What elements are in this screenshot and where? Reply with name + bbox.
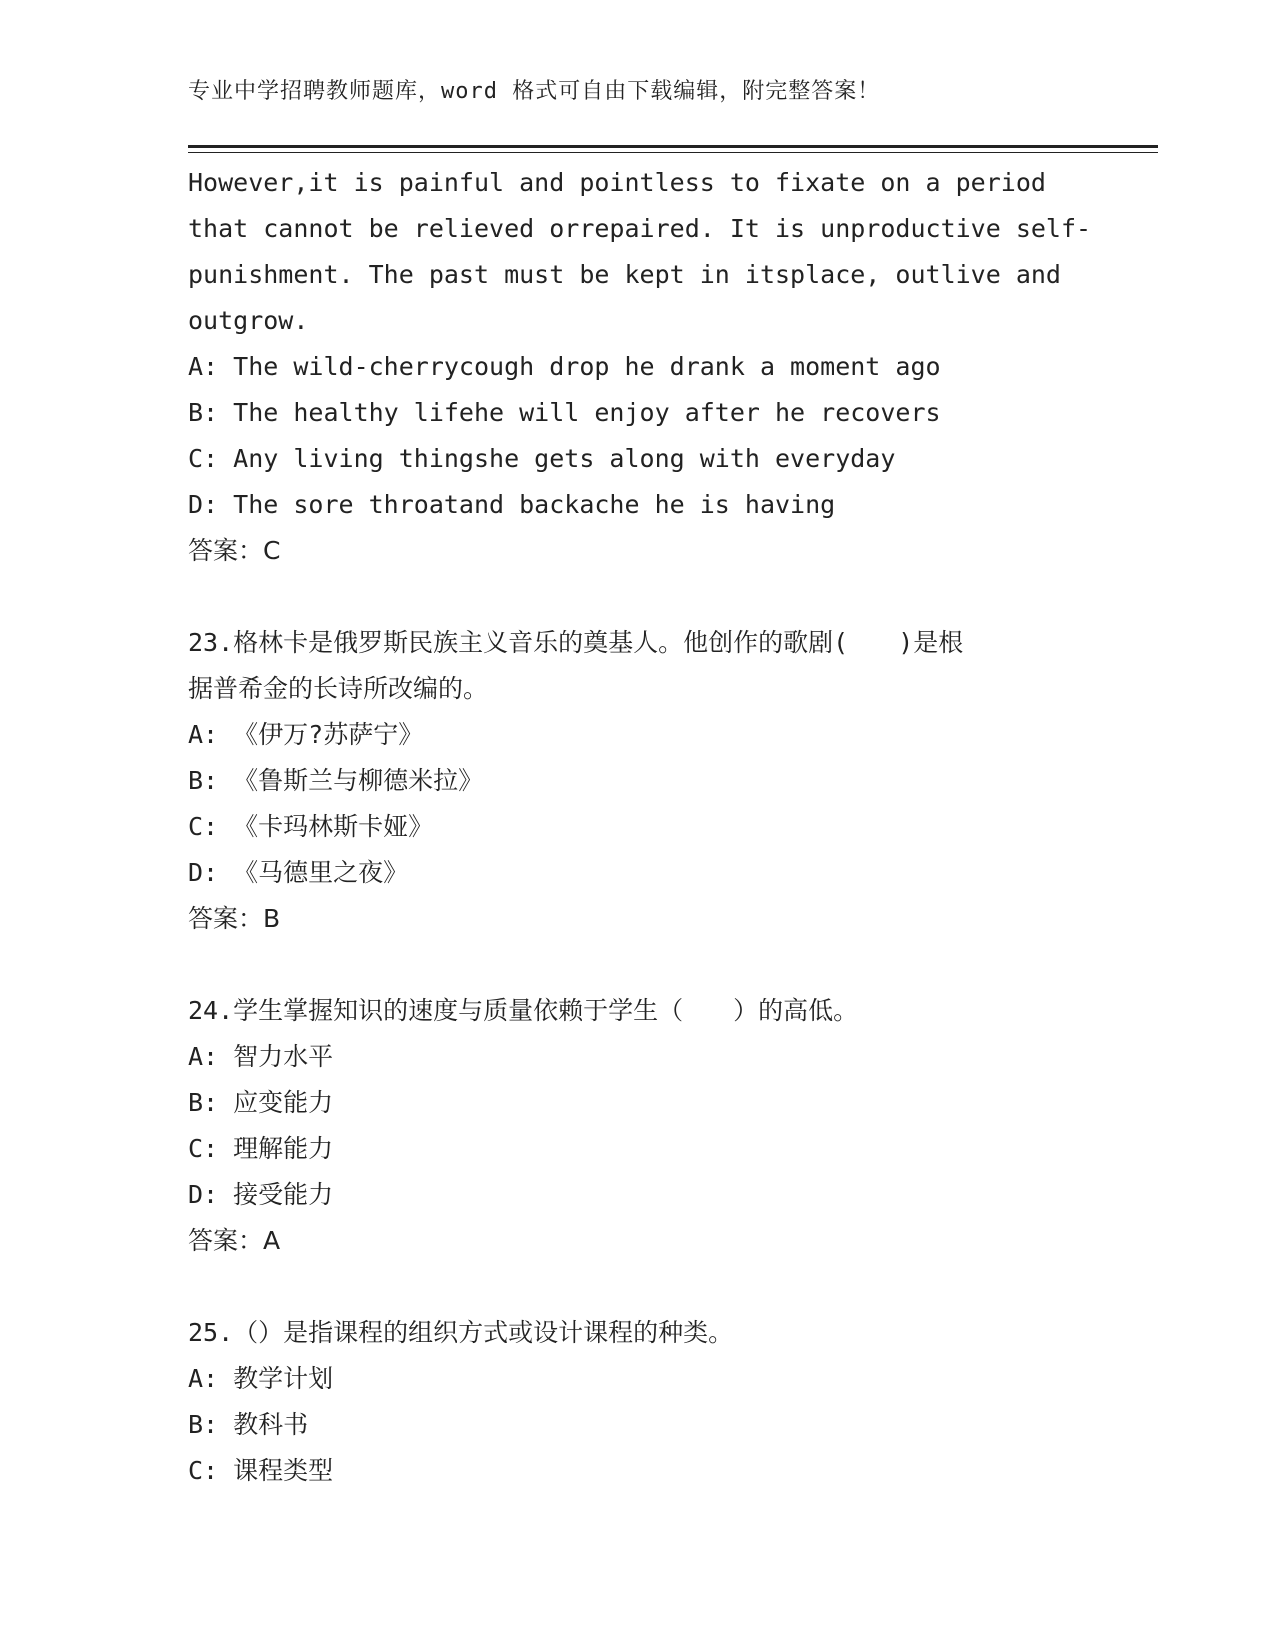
passage-line: However,it is painful and pointless to fixate on a period	[188, 168, 1046, 197]
option-a: A: The wild-cherrycough drop he drank a moment ago	[188, 352, 941, 381]
option-d: D: 接受能力	[188, 1180, 334, 1209]
option-a: A: 《伊万?苏萨宁》	[188, 720, 424, 749]
answer-line: 答案：B	[188, 904, 281, 933]
option-a: A: 智力水平	[188, 1042, 334, 1071]
header-rule-thick	[188, 145, 1158, 148]
option-c: C: 理解能力	[188, 1134, 334, 1163]
option-c: C: 《卡玛林斯卡娅》	[188, 812, 434, 841]
question-text: 据普希金的长诗所改编的。	[188, 674, 489, 703]
question-content	[188, 160, 1092, 1494]
option-d: D: The sore throatand backache he is having	[188, 490, 836, 519]
option-c: C: Any living thingshe gets along with everyday	[188, 444, 896, 473]
passage-block	[188, 160, 1092, 574]
option-b: B: 教科书	[188, 1410, 309, 1439]
passage-line: outgrow.	[188, 306, 309, 335]
option-d: D: 《马德里之夜》	[188, 858, 409, 887]
question-text: 23.格林卡是俄罗斯民族主义音乐的奠基人。他创作的歌剧( )是根	[188, 628, 964, 657]
option-b: B: 《鲁斯兰与柳德米拉》	[188, 766, 484, 795]
option-c: C: 课程类型	[188, 1456, 334, 1485]
answer-line: 答案：A	[188, 1226, 281, 1255]
passage-line: that cannot be relieved orrepaired. It is unproductive self-	[188, 214, 1092, 243]
answer-line: 答案：C	[188, 536, 281, 565]
question-23	[188, 620, 1088, 942]
option-a: A: 教学计划	[188, 1364, 334, 1393]
passage-line: punishment. The past must be kept in itsplace, outlive and	[188, 260, 1061, 289]
option-b: B: 应变能力	[188, 1088, 334, 1117]
option-b: B: The healthy lifehe will enjoy after he recovers	[188, 398, 941, 427]
header-rule-thin	[188, 152, 1158, 153]
question-24	[188, 988, 1088, 1264]
question-text: 25.（）是指课程的组织方式或设计课程的种类。	[188, 1318, 734, 1347]
page-header: 专业中学招聘教师题库，word 格式可自由下载编辑，附完整答案！	[188, 79, 881, 104]
question-text: 24.学生掌握知识的速度与质量依赖于学生（ ）的高低。	[188, 996, 859, 1025]
question-25	[188, 1310, 1088, 1494]
